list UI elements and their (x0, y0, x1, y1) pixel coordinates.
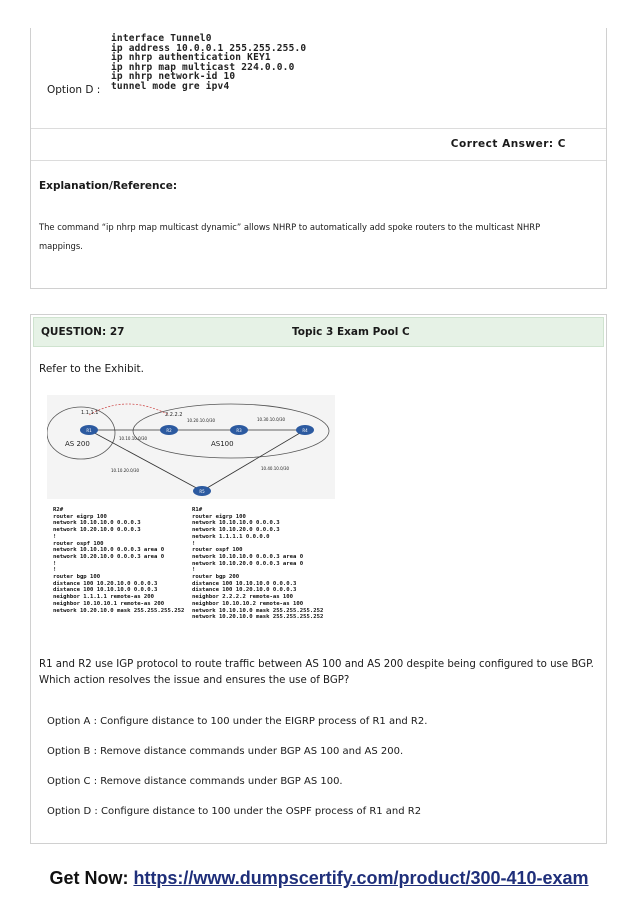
option-c[interactable]: Option C : Remove distance commands under BGP AS 100. (47, 776, 343, 787)
question-header (33, 317, 604, 347)
r1-loopback-label: 1.1.1.1 (81, 410, 99, 416)
config-line: network 10.20.10.0 0.0.0.3 (53, 527, 141, 534)
previous-question-card (30, 28, 607, 289)
config-line: network 10.10.10.0 0.0.0.3 (192, 520, 280, 527)
question-intro: Refer to the Exhibit. (39, 363, 144, 375)
config-line: distance 100 10.20.10.0 0.0.0.3 (53, 580, 158, 587)
router-label: R5 (199, 489, 205, 494)
question-topic: Topic 3 Exam Pool C (292, 326, 410, 338)
code-line: tunnel mode gre ipv4 (111, 80, 230, 92)
r2-loopback-label: 2.2.2.2 (165, 412, 183, 418)
router-label: R2 (166, 428, 172, 433)
divider (31, 128, 606, 129)
code-line: ip nhrp network-id 10 (111, 71, 236, 82)
config-line: network 10.20.10.0 mask 255.255.255.252 (192, 614, 324, 621)
code-line: ip nhrp map multicast 224.0.0.0 (111, 61, 295, 73)
r2-config-block (53, 507, 184, 614)
code-line: ip nhrp authentication KEY1 (111, 52, 271, 63)
option-a[interactable]: Option A : Configure distance to 100 under the EIGRP process of R1 and R2. (47, 716, 428, 727)
config-line: router ospf 100 (53, 540, 104, 547)
subnet-label: 10.20.10.0/30 (187, 418, 216, 423)
option-d-config-image (111, 34, 306, 91)
explanation-heading: Explanation/Reference: (39, 180, 178, 192)
config-line: network 10.10.10.0 mask 255.255.255.252 (192, 607, 324, 614)
correct-answer: Correct Answer: C (450, 138, 566, 150)
code-line: ip address 10.0.0.1 255.255.255.0 (111, 42, 307, 54)
network-topology-diagram (47, 395, 335, 499)
option-d[interactable]: Option D : Configure distance to 100 under the OSPF process of R1 and R2 (47, 806, 422, 817)
r1-config-block (192, 507, 323, 621)
option-d-label: Option D : (47, 84, 101, 96)
config-line: router eigrp 100 (53, 513, 107, 520)
router-label: R1 (86, 428, 92, 433)
config-line: network 10.10.10.0 0.0.0.3 area 0 (192, 553, 304, 560)
footer-banner (0, 868, 638, 889)
footer-link[interactable]: https://www.dumpscertify.com/product/300-410-exam (133, 868, 589, 888)
question-stem-line: R1 and R2 use IGP protocol to route traffic between AS 100 and AS 200 despite being configured to use BGP. (39, 659, 594, 670)
question-stem-line: Which action resolves the issue and ensures the use of BGP? (39, 675, 350, 686)
router-label: R3 (236, 428, 242, 433)
footer-prefix: Get Now: (49, 868, 134, 888)
code-line: interface Tunnel0 (111, 33, 212, 44)
config-line: network 10.10.20.0 0.0.0.3 (192, 527, 280, 534)
config-line: ! (53, 560, 57, 567)
as200-label: AS 200 (65, 440, 90, 448)
exhibit-image (47, 395, 335, 641)
config-line: ! (192, 567, 196, 574)
config-line: neighbor 1.1.1.1 remote-as 200 (53, 594, 155, 601)
config-line: router ospf 100 (192, 547, 243, 554)
explanation-line: mappings. (39, 241, 83, 251)
config-line: network 10.10.10.0 0.0.0.3 (53, 520, 141, 527)
divider (31, 160, 606, 161)
config-line: R2# (53, 507, 64, 513)
config-line: network 10.20.10.0 0.0.0.3 area 0 (53, 553, 165, 560)
config-line: router eigrp 100 (192, 513, 246, 520)
subnet-label: 10.10.10.0/30 (119, 436, 148, 441)
config-line: distance 100 10.20.10.0 0.0.0.3 (192, 587, 297, 594)
config-line: router bgp 200 (192, 574, 240, 581)
subnet-label: 10.40.10.0/30 (261, 466, 290, 471)
question-number: QUESTION: 27 (41, 326, 125, 338)
question-card (30, 314, 607, 844)
router-label: R4 (302, 428, 308, 433)
config-line: network 10.10.10.0 0.0.0.3 area 0 (53, 547, 165, 554)
config-line: distance 100 10.10.10.0 0.0.0.3 (53, 587, 158, 594)
subnet-label: 10.30.10.0/30 (257, 417, 286, 422)
config-line: network 10.10.20.0 0.0.0.3 area 0 (192, 560, 304, 567)
config-line: distance 100 10.10.10.0 0.0.0.3 (192, 580, 297, 587)
as100-label: AS100 (211, 440, 234, 448)
config-line: neighbor 10.10.10.1 remote-as 200 (53, 600, 165, 607)
config-line: R1# (192, 507, 203, 513)
explanation-line: The command “ip nhrp map multicast dynamic” allows NHRP to automatically add spoke routers to the multicast NHRP (39, 222, 541, 232)
config-line: router bgp 100 (53, 574, 101, 581)
config-line: ! (53, 567, 57, 574)
config-line: network 1.1.1.1 0.0.0.0 (192, 533, 270, 540)
config-line: network 10.20.10.0 mask 255.255.255.252 (53, 607, 185, 614)
config-line: neighbor 10.10.10.2 remote-as 100 (192, 600, 304, 607)
config-line: neighbor 2.2.2.2 remote-as 100 (192, 594, 294, 601)
option-b[interactable]: Option B : Remove distance commands under BGP AS 100 and AS 200. (47, 746, 404, 757)
config-line: ! (53, 533, 57, 540)
config-line: ! (192, 540, 196, 547)
subnet-label: 10.10.20.0/30 (111, 468, 140, 473)
